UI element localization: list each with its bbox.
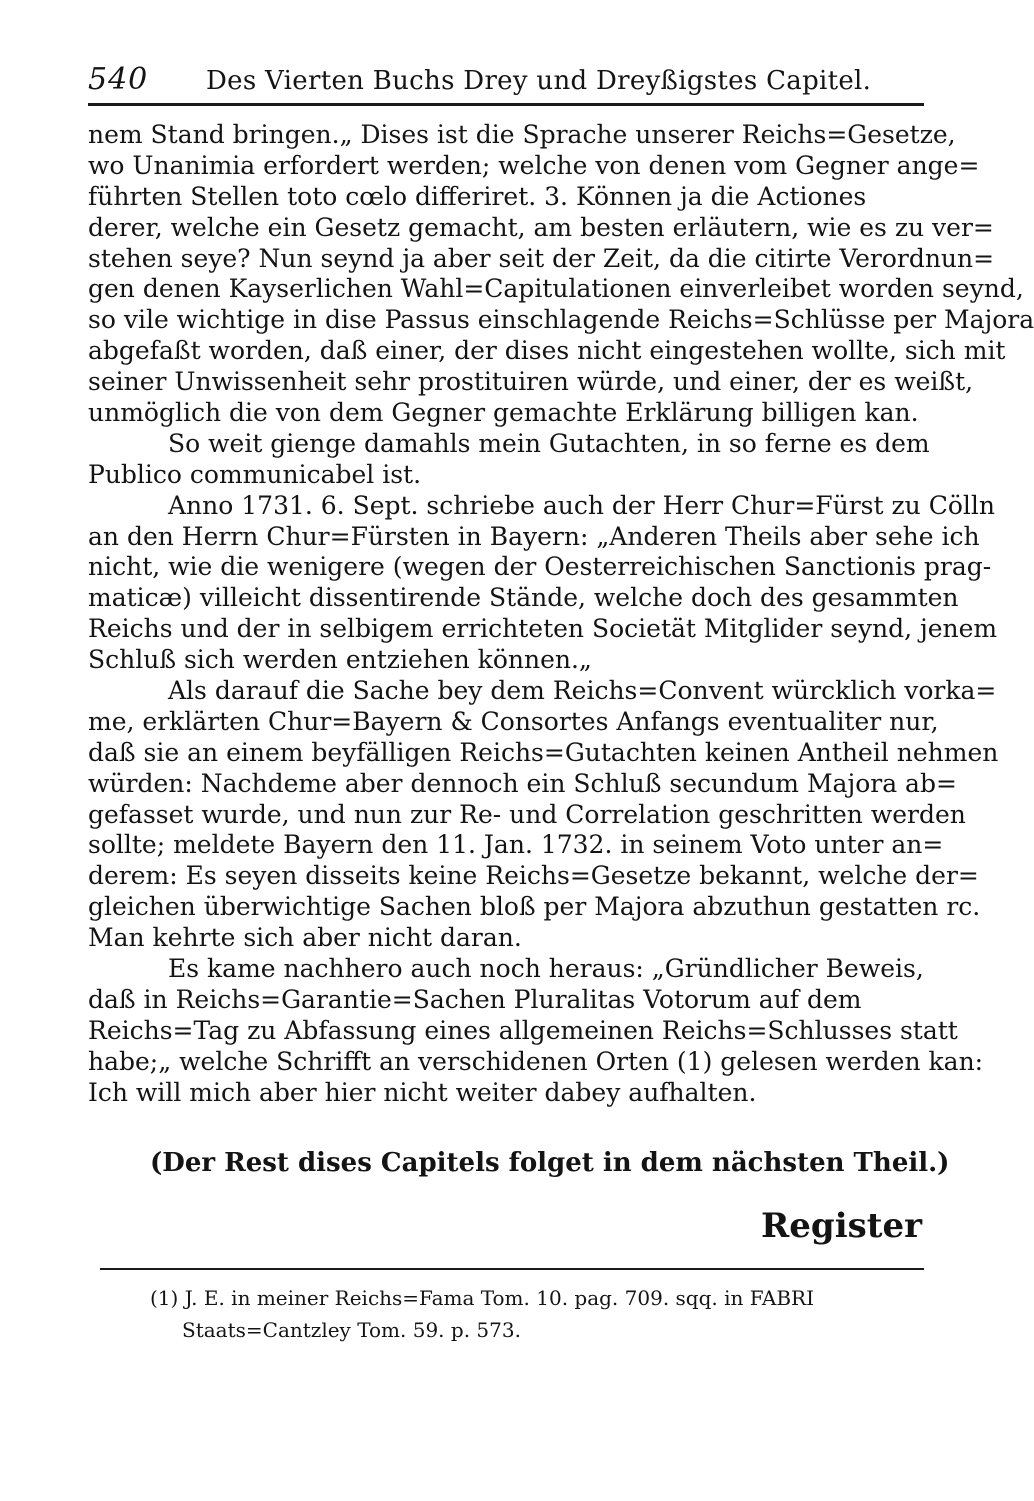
page-number: 540: [88, 62, 149, 97]
footnote-line: Staats=Cantzley Tom. 59. p. 573.: [182, 1318, 521, 1342]
running-head: Des Vierten Buchs Drey und Dreyßigstes Capitel.: [206, 66, 872, 96]
text-line: nem Stand bringen.„ Dises ist die Sprache unserer Reichs=Gesetze,: [88, 120, 956, 149]
text-line: habe;„ welche Schrifft an verschidenen Orten (1) gelesen werden kan:: [88, 1046, 984, 1076]
text-line: gleichen überwichtige Sachen bloß per Majora abzuthun gestatten rc.: [88, 892, 981, 922]
text-line: derem: Es seyen disseits keine Reichs=Gesetze bekannt, welche der=: [88, 861, 979, 891]
text-line: sollte; meldete Bayern den 11. Jan. 1732. in seinem Voto unter an=: [88, 830, 944, 860]
text-line: wo Unanimia erfordert werden; welche von denen vom Gegner ange=: [88, 150, 980, 180]
text-line: so vile wichtige in dise Passus einschlagende Reichs=Schlüsse per Majora: [88, 305, 1034, 335]
text-line: daß sie an einem beyfälligen Reichs=Gutachten keinen Antheil nehmen: [88, 737, 999, 767]
paragraph-start-line: Anno 1731. 6. Sept. schriebe auch der Herr Chur=Fürst zu Cölln: [168, 490, 995, 520]
body-text: [88, 120, 1034, 1109]
closing-note: (Der Rest dises Capitels folget in dem nächsten Theil.): [150, 1148, 950, 1178]
text-line: derer, welche ein Gesetz gemacht, am besten erläutern, wie es zu ver=: [88, 212, 994, 242]
paragraph-start-line: Es kame nachhero auch noch heraus: „Gründlicher Beweis,: [168, 954, 924, 984]
text-line: daß in Reichs=Garantie=Sachen Pluralitas Votorum auf dem: [88, 984, 862, 1014]
text-line: Reichs=Tag zu Abfassung eines allgemeinen Reichs=Schlusses statt: [88, 1015, 958, 1045]
text-line: abgefaßt worden, daß einer, der dises nicht eingestehen wollte, sich mit: [88, 336, 1006, 366]
text-line: unmöglich die von dem Gegner gemachte Erklärung billigen kan.: [88, 398, 919, 428]
catchword: Register: [761, 1206, 922, 1246]
text-line: maticæ) villeicht dissentirende Stände, welche doch des gesammten: [88, 583, 959, 613]
footnote-rule: [100, 1268, 924, 1270]
text-line: stehen seye? Nun seynd ja aber seit der Zeit, da die citirte Verordnun=: [88, 243, 995, 273]
text-line: nicht, wie die wenigere (wegen der Oesterreichischen Sanctionis prag-: [88, 552, 992, 582]
text-line: führten Stellen toto cœlo differiret. 3. Können ja die Actiones: [88, 181, 867, 211]
text-line: me, erklärten Chur=Bayern & Consortes Anfangs eventualiter nur,: [88, 706, 939, 736]
header-rule: [88, 103, 924, 106]
text-line: gen denen Kayserlichen Wahl=Capitulationen einverleibet worden seynd,: [88, 274, 1024, 304]
paragraph-start-line: Als darauf die Sache bey dem Reichs=Convent würcklich vorka=: [168, 676, 997, 706]
text-line: an den Herrn Chur=Fürsten in Bayern: „Anderen Theils aber sehe ich: [88, 521, 980, 551]
text-line: Ich will mich aber hier nicht weiter dabey aufhalten.: [88, 1077, 757, 1107]
text-line: Reichs und der in selbigem errichteten Societät Mitglider seynd, jenem: [88, 614, 998, 644]
text-line: würden: Nachdeme aber dennoch ein Schluß secundum Majora ab=: [88, 768, 957, 798]
text-line: Publico communicabel ist.: [88, 459, 422, 489]
text-line: Man kehrte sich aber nicht daran.: [88, 923, 522, 953]
text-line: seiner Unwissenheit sehr prostituiren würde, und einer, der es weißt,: [88, 367, 974, 397]
paragraph-start-line: So weit gienge damahls mein Gutachten, in so ferne es dem: [168, 428, 930, 458]
text-line: gefasset wurde, und nun zur Re- und Correlation geschritten werden: [88, 799, 966, 829]
footnote-line: (1) J. E. in meiner Reichs=Fama Tom. 10. pag. 709. sqq. in FABRI: [150, 1286, 814, 1310]
text-line: Schluß sich werden entziehen können.„: [88, 645, 592, 675]
page-header: [88, 58, 918, 102]
footnote: [150, 1282, 930, 1346]
